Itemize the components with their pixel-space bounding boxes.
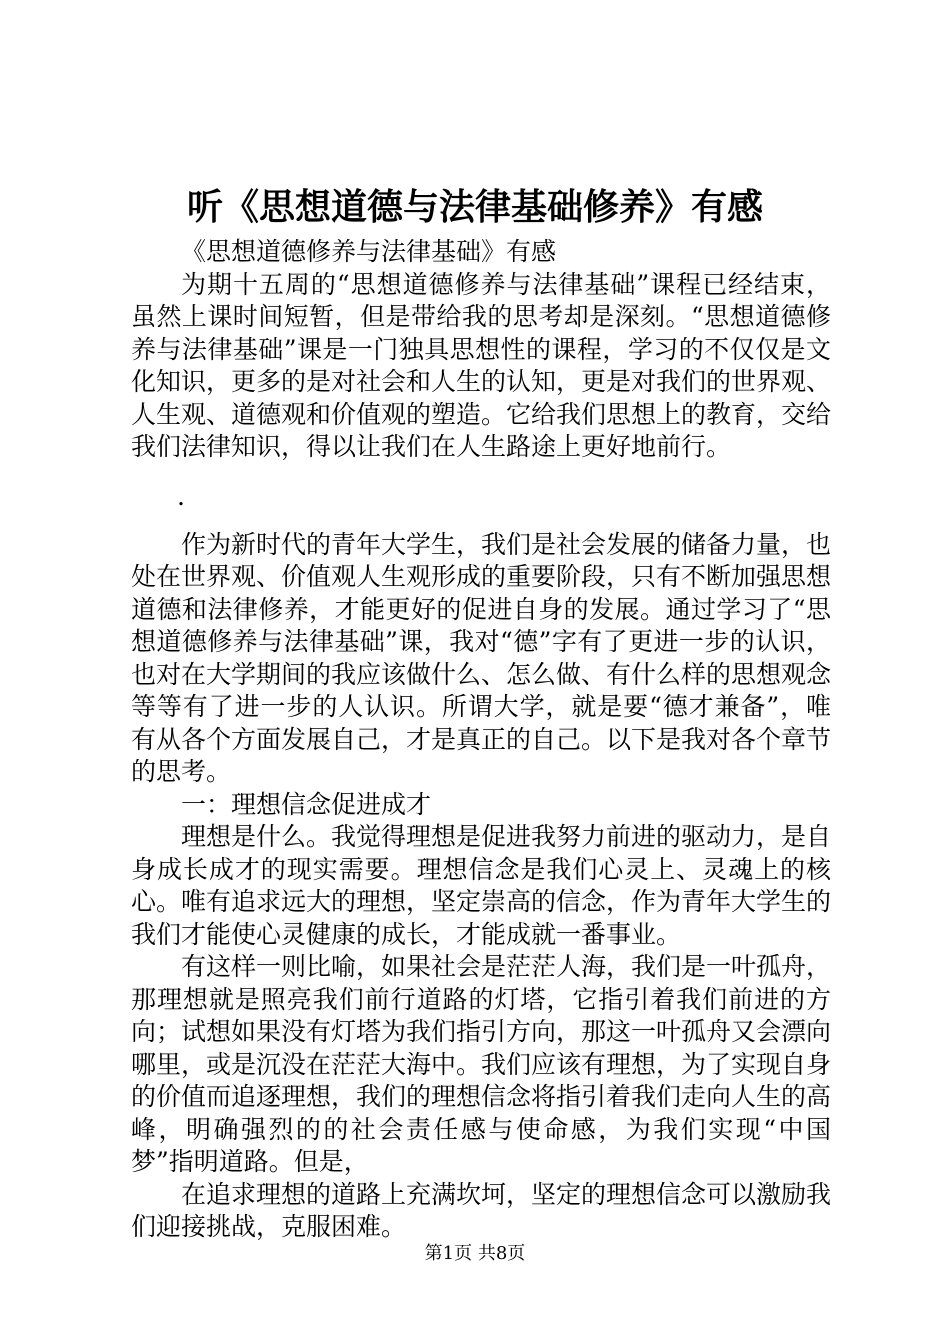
document-body [131, 236, 831, 1244]
section-heading: 一：理想信念促进成才 [181, 789, 432, 819]
paragraph-youth: 作为新时代的青年大学生，我们是社会发展的储备力量，也处在世界观、价值观人生观形成的重要阶段，只有不断加强思想道德和法律修养，才能更好的促进自身的发展。通过学习了“思想道德修养与法律基础”课，我对“德”字有了更进一步的认识，也对在大学期间的我应该做什么、怎么做、有什么样的思想观念等等有了进一步的人认识。所谓大学，就是要“德才兼备”，唯有从各个方面发展自己，才是真正的自己。以下是我对各个章节的思考。 [131, 529, 832, 786]
stray-dot: . [177, 481, 185, 511]
paragraph-subtitle: 《思想道德修养与法律基础》有感 [181, 237, 557, 266]
document-title: 听《思想道德与法律基础修养》有感 [186, 186, 763, 228]
paragraph-ideal: 理想是什么。我觉得理想是促进我努力前进的驱动力，是自身成长成才的现实需要。理想信念是我们心灵上、灵魂上的核心。唯有追求远大的理想，坚定崇高的信念，作为青年大学生的我们才能使心灵健康的成长，才能成就一番事业。 [131, 822, 832, 949]
paragraph-metaphor: 有这样一则比喻，如果社会是茫茫人海，我们是一叶孤舟，那理想就是照亮我们前行道路的灯塔，它指引着我们前进的方向；试想如果没有灯塔为我们指引方向，那这一叶孤舟又会漂向哪里，或是沉没在茫茫大海中。我们应该有理想，为了实现自身的价值而追逐理想，我们的理想信念将指引着我们走向人生的高峰，明确强烈的的社会责任感与使命感，为我们实现“中国梦”指明道路。但是， [131, 952, 832, 1176]
page-number: 第1页 共8页 [424, 1243, 526, 1264]
paragraph-intro: 为期十五周的“思想道德修养与法律基础”课程已经结束，虽然上课时间短暂，但是带给我的思考却是深刻。“思想道德修养与法律基础”课是一门独具思想性的课程，学习的不仅仅是文化知识，更多的是对社会和人生的认知，更是对我们的世界观、人生观、道德观和价值观的塑造。它给我们思想上的教育，交给我们法律知识，得以让我们在人生路途上更好地前行。 [131, 269, 832, 461]
paragraph-challenge: 在追求理想的道路上充满坎坷，坚定的理想信念可以激励我们迎接挑战，克服困难。 [131, 1179, 832, 1241]
